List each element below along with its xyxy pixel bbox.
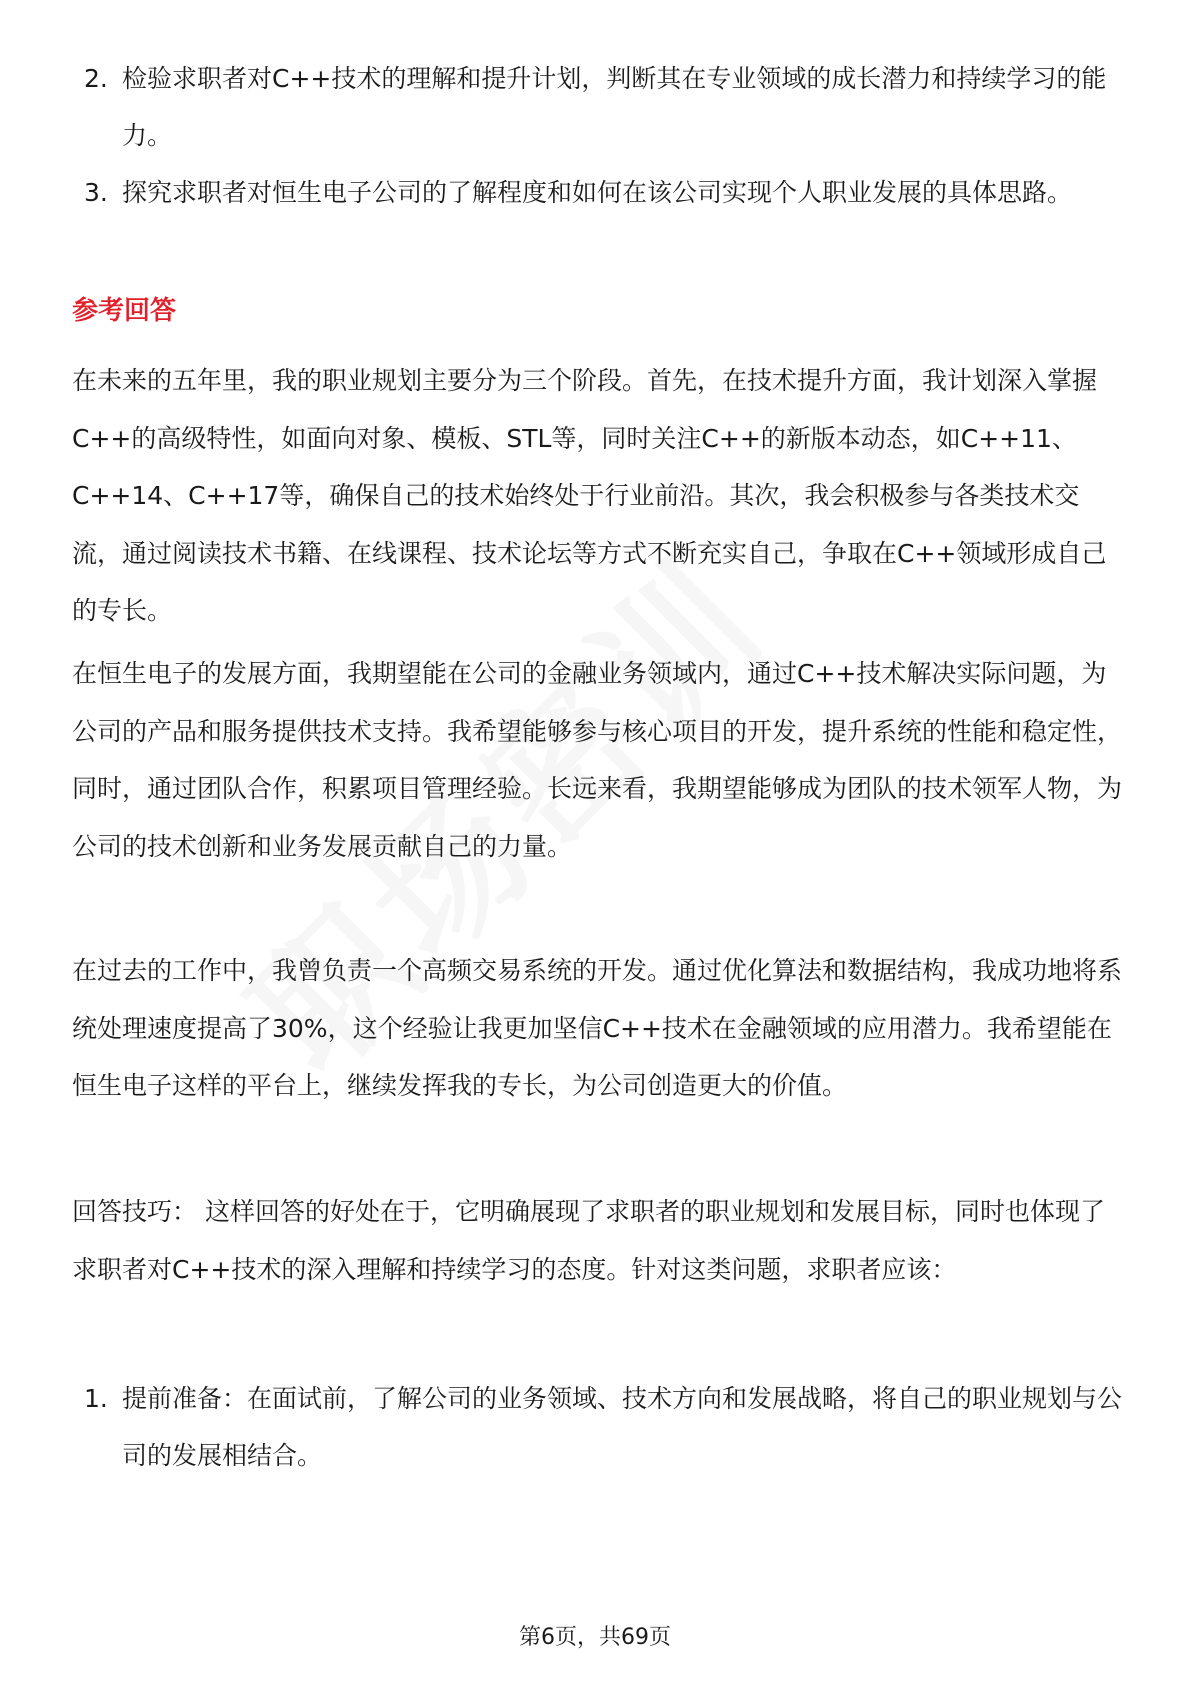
section-heading: 参考回答 (72, 296, 177, 326)
list-text: 探究求职者对恒生电子公司的了解程度和如何在该公司实现个人职业发展的具体思路。 (122, 178, 1073, 207)
objectives-list (72, 50, 1122, 221)
list-number: 3. (84, 178, 108, 207)
paragraph: 在未来的五年里，我的职业规划主要分为三个阶段。首先，在技术提升方面，我计划深入掌握C++的高级特性，如面向对象、模板、STL等，同时关注C++的新版本动态，如C++11、C++14、C++17等，确保自己的技术始终处于行业前沿。其次，我会积极参与各类技术交流，通过阅读技术书籍、在线课程、技术论坛等方式不断充实自己，争取在C++领域形成自己的专长。 (72, 366, 1107, 625)
list-item (72, 164, 1122, 221)
list-item (72, 50, 1122, 164)
paragraph: 在过去的工作中，我曾负责一个高频交易系统的开发。通过优化算法和数据结构，我成功地将系统处理速度提高了30%，这个经验让我更加坚信C++技术在金融领域的应用潜力。我希望能在恒生电子这样的平台上，继续发挥我的专长，为公司创造更大的价值。 (72, 956, 1123, 1100)
list-item (72, 1370, 1122, 1484)
list-number: 1. (84, 1384, 108, 1413)
tips-list (72, 1370, 1122, 1484)
paragraph: 回答技巧： 这样回答的好处在于，它明确展现了求职者的职业规划和发展目标，同时也体现了求职者对C++技术的深入理解和持续学习的态度。针对这类问题，求职者应该： (72, 1197, 1105, 1284)
list-text: 检验求职者对C++技术的理解和提升计划，判断其在专业领域的成长潜力和持续学习的能力。 (122, 64, 1107, 150)
list-number: 2. (84, 64, 108, 93)
paragraph: 在恒生电子的发展方面，我期望能在公司的金融业务领域内，通过C++技术解决实际问题，为公司的产品和服务提供技术支持。我希望能够参与核心项目的开发，提升系统的性能和稳定性，同时，通过团队合作，积累项目管理经验。长远来看，我期望能够成为团队的技术领军人物，为公司的技术创新和业务发展贡献自己的力量。 (72, 659, 1123, 861)
list-text: 提前准备：在面试前，了解公司的业务领域、技术方向和发展战略，将自己的职业规划与公司的发展相结合。 (122, 1384, 1123, 1470)
page-number: 第6页，共69页 (519, 1625, 671, 1650)
